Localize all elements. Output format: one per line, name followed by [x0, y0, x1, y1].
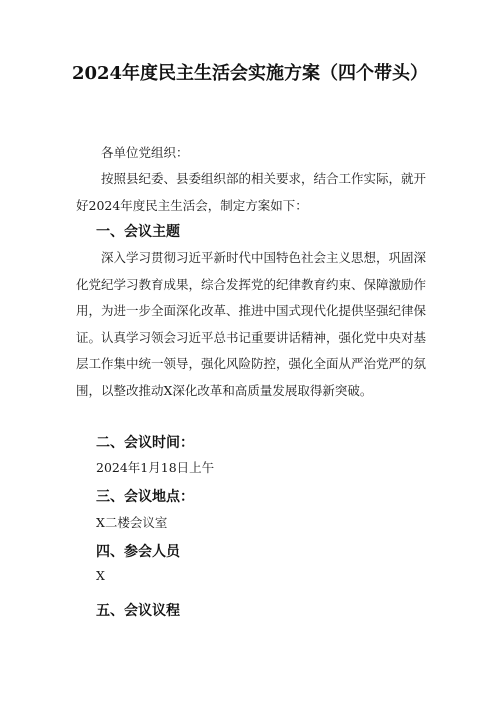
section-heading-theme: 一、会议主题 — [96, 224, 180, 240]
section-body-time: 2024年1月18日上午 — [96, 460, 215, 475]
section-body-theme: 深入学习贯彻习近平新时代中国特色社会主义思想，巩固深化党纪学习教育成果，综合发挥党的纪律教育约束、保障激励作用，为进一步全面深化改革、推进中国式现代化提供坚强纪律保证。认真学习领会习近平总书记重要讲话精神，强化党中央对基层工作集中统一领导，强化风险防控，强化全面从严治党严的氛围，以整改推动X深化改革和高质量发展取得新突破。 — [76, 250, 427, 398]
section-heading-location: 三、会议地点： — [96, 489, 194, 505]
intro-paragraph: 按照县纪委、县委组织部的相关要求，结合工作实际，就开好2024年度民主生活会，制定方案如下： — [76, 171, 427, 213]
salutation-text: 各单位党组织： — [101, 145, 189, 160]
section-body-attendees: X — [96, 568, 105, 583]
section-body-location: X二楼会议室 — [96, 515, 168, 530]
section-heading-agenda: 五、会议议程 — [96, 603, 180, 619]
section-heading-time: 二、会议时间： — [96, 435, 194, 451]
document-title: 2024年度民主生活会实施方案（四个带头） — [71, 63, 429, 84]
salutation — [76, 140, 426, 167]
section-heading-attendees: 四、参会人员 — [96, 544, 180, 560]
